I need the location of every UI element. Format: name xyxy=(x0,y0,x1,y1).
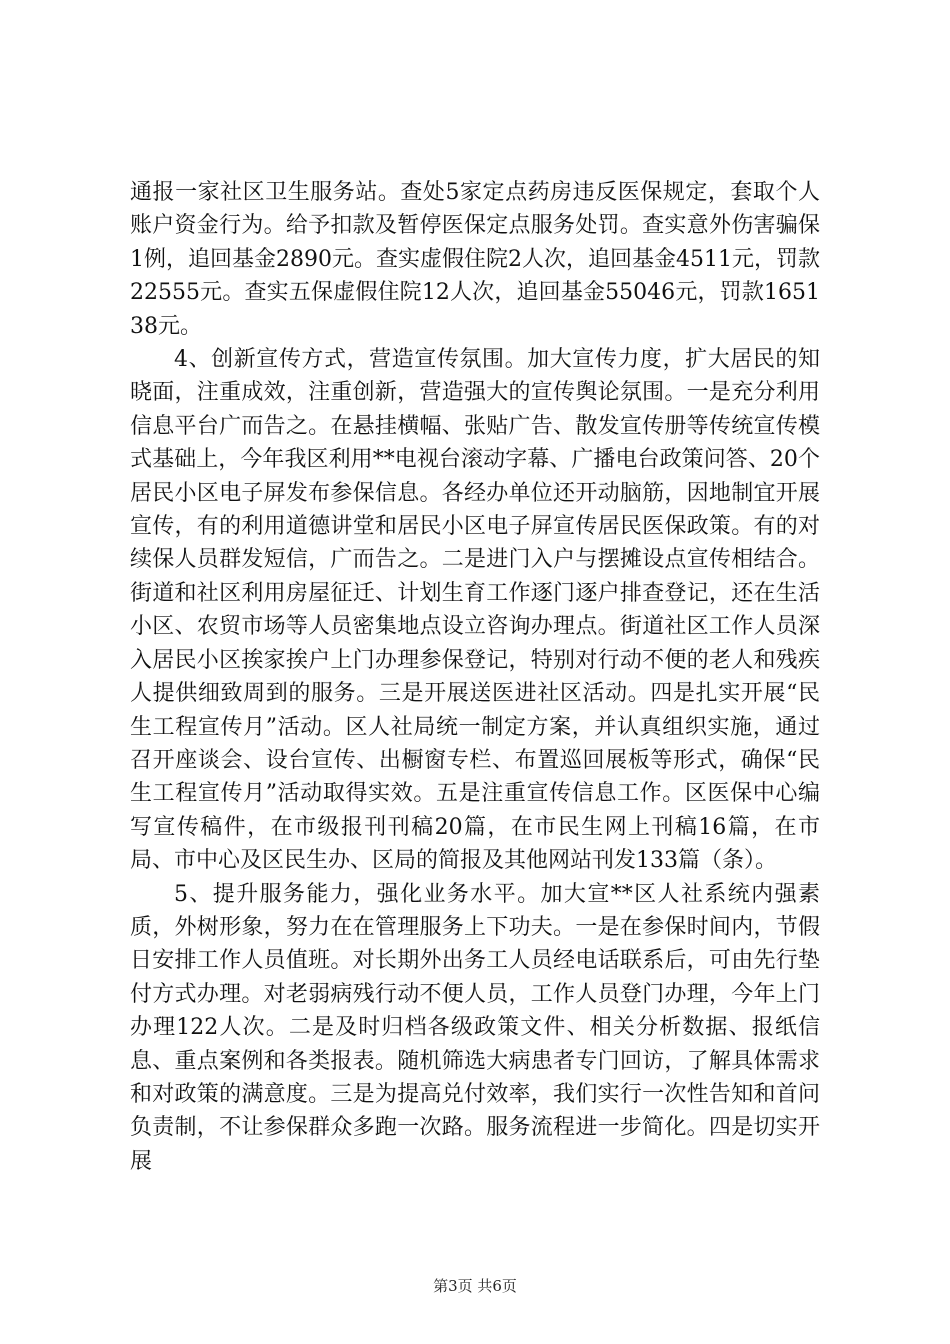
paragraph-publicity: 4、创新宣传方式，营造宣传氛围。加大宣传力度，扩大居民的知晓面，注重成效，注重创新，营造强大的宣传舆论氛围。一是充分利用信息平台广而告之。在悬挂横幅、张贴广告、散发宣传册等传统宣传模式基础上，今年我区利用**电视台滚动字幕、广播电台政策问答、20个居民小区电子屏发布参保信息。各经办单位还开动脑筋，因地制宜开展宣传，有的利用道德讲堂和居民小区电子屏宣传居民医保政策。有的对续保人员群发短信，广而告之。二是进门入户与摆摊设点宣传相结合。街道和社区利用房屋征迁、计划生育工作逐门逐户排查登记，还在生活小区、农贸市场等人员密集地点设立咨询办理点。街道社区工作人员深入居民小区挨家挨户上门办理参保登记，特别对行动不便的老人和残疾人提供细致周到的服务。三是开展送医进社区活动。四是扎实开展“民生工程宣传月”活动。区人社局统一制定方案，并认真组织实施，通过召开座谈会、设台宣传、出橱窗专栏、布置巡回展板等形式，确保“民生工程宣传月”活动取得实效。五是注重宣传信息工作。区医保中心编写宣传稿件，在市级报刊刊稿20篇，在市民生网上刊稿16篇，在市局、市中心及区民生办、区局的简报及其他网站刊发133篇（条）。 xyxy=(130,347,820,874)
paragraph-service: 5、提升服务能力，强化业务水平。加大宣**区人社系统内强素质，外树形象，努力在在管理服务上下功夫。一是在参保时间内，节假日安排工作人员值班。对长期外出务工人员经电话联系后，可由先行垫付方式办理。对老弱病残行动不便人员，工作人员登门办理，今年上门办理122人次。二是及时归档各级政策文件、相关分析数据、报纸信息、重点案例和各类报表。随机筛选大病患者专门回访，了解具体需求和对政策的满意度。三是为提高兑付效率，我们实行一次性告知和首问负责制，不让参保群众多跑一次路。服务流程进一步简化。四是切实开展 xyxy=(130,881,820,1174)
paragraph-continuation: 通报一家社区卫生服务站。查处5家定点药房违反医保规定，套取个人账户资金行为。给予扣款及暂停医保定点服务处罚。查实意外伤害骗保1例，追回基金2890元。查实虚假住院2人次，追回基金4511元，罚款22555元。查实五保虚假住院12人次，追回基金55046元，罚款165138元。 xyxy=(130,180,820,339)
document-body xyxy=(130,176,820,1178)
page-footer: 第3页 共6页 xyxy=(433,1277,517,1295)
